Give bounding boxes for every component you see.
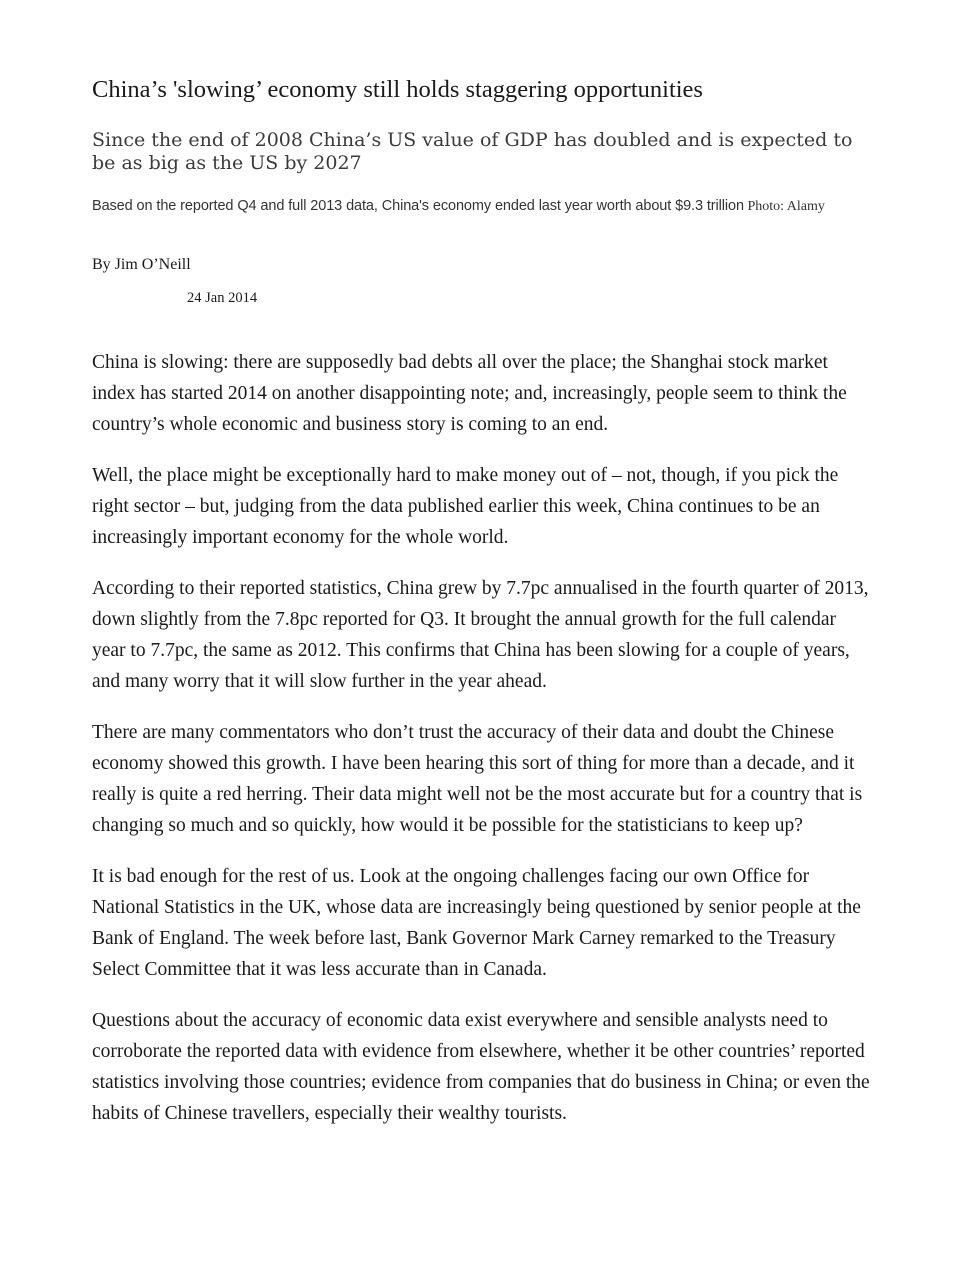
body-paragraph: Well, the place might be exceptionally hard to make money out of – not, though, if you pick the right sector – but, judging from the data published earlier this week, China continues to be an increasingly important economy for the whole world. <box>92 465 839 548</box>
body-paragraph: China is slowing: there are supposedly bad debts all over the place; the Shanghai stock market index has started 2014 on another disappointing note; and, increasingly, people seem to think the country’s whole economic and business story is coming to an end. <box>92 352 847 435</box>
article-headline: China’s 'slowing’ economy still holds staggering opportunities <box>92 76 703 103</box>
article <box>92 74 882 1149</box>
caption-text: Based on the reported Q4 and full 2013 data, China's economy ended last year worth about $9.3 trillion <box>92 198 744 214</box>
body-paragraph: It is bad enough for the rest of us. Look at the ongoing challenges facing our own Office for National Statistics in the UK, whose data are increasingly being questioned by senior people at the Bank of England. The week before last, Bank Governor Mark Carney remarked to the Treasury Select Committee that it was less accurate than in Canada. <box>92 866 861 980</box>
publish-date: 24 Jan 2014 <box>187 290 258 306</box>
body-paragraph: There are many commentators who don’t trust the accuracy of their data and doubt the Chinese economy showed this growth. I have been hearing this sort of thing for more than a decade, and it really is quite a red herring. Their data might well not be the most accurate but for a country that is changing so much and so quickly, how would it be possible for the statisticians to keep up? <box>92 722 863 836</box>
author-byline: By Jim O’Neill <box>92 256 191 273</box>
caption-credit: Photo: Alamy <box>747 199 825 214</box>
article-body <box>92 347 872 1129</box>
article-standfirst: Since the end of 2008 China’s US value of GDP has doubled and is expected to be as big as the US by 2027 <box>92 129 853 174</box>
body-paragraph: According to their reported statistics, China grew by 7.7pc annualised in the fourth quarter of 2013, down slightly from the 7.8pc reported for Q3. It brought the annual growth for the full calendar year to 7.7pc, the same as 2012. This confirms that China has been slowing for a couple of years, and many worry that it will slow further in the year ahead. <box>92 578 869 692</box>
body-paragraph: Questions about the accuracy of economic data exist everywhere and sensible analysts need to corroborate the reported data with evidence from elsewhere, whether it be other countries’ reported statistics involving those countries; evidence from companies that do business in China; or even the habits of Chinese travellers, especially their wealthy tourists. <box>92 1010 870 1124</box>
photo-caption <box>92 198 882 215</box>
